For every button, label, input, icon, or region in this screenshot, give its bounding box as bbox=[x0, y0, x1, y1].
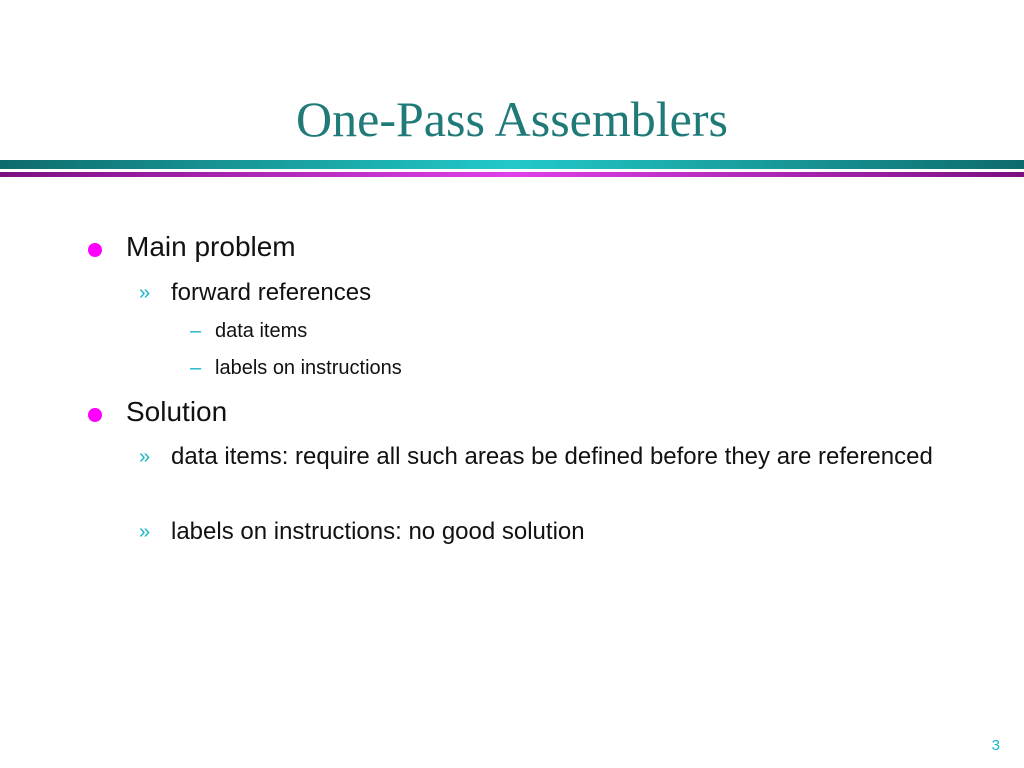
bullet-main-problem: Main problem bbox=[126, 231, 296, 262]
chevron-marker-icon: » bbox=[139, 446, 151, 468]
bullet-dot-icon bbox=[88, 408, 102, 422]
item-data-items: data items bbox=[215, 320, 308, 342]
subpoint-forward-references: forward references bbox=[171, 279, 372, 306]
slide-title: One-Pass Assemblers bbox=[296, 91, 728, 147]
chevron-marker-icon: » bbox=[139, 282, 151, 304]
dash-marker-icon: – bbox=[190, 320, 202, 342]
bullet-solution: Solution bbox=[126, 396, 228, 427]
dash-marker-icon: – bbox=[190, 357, 202, 379]
item-labels-on-instructions: labels on instructions bbox=[215, 357, 402, 379]
page-number: 3 bbox=[991, 737, 1000, 754]
title-rule-teal bbox=[0, 160, 1024, 169]
subpoint-data-items-solution: data items: require all such areas be defined before they are referenced bbox=[171, 443, 933, 470]
chevron-marker-icon: » bbox=[139, 521, 151, 543]
title-rule-magenta bbox=[0, 172, 1024, 177]
bullet-dot-icon bbox=[88, 243, 102, 257]
subpoint-labels-solution: labels on instructions: no good solution bbox=[171, 518, 585, 545]
